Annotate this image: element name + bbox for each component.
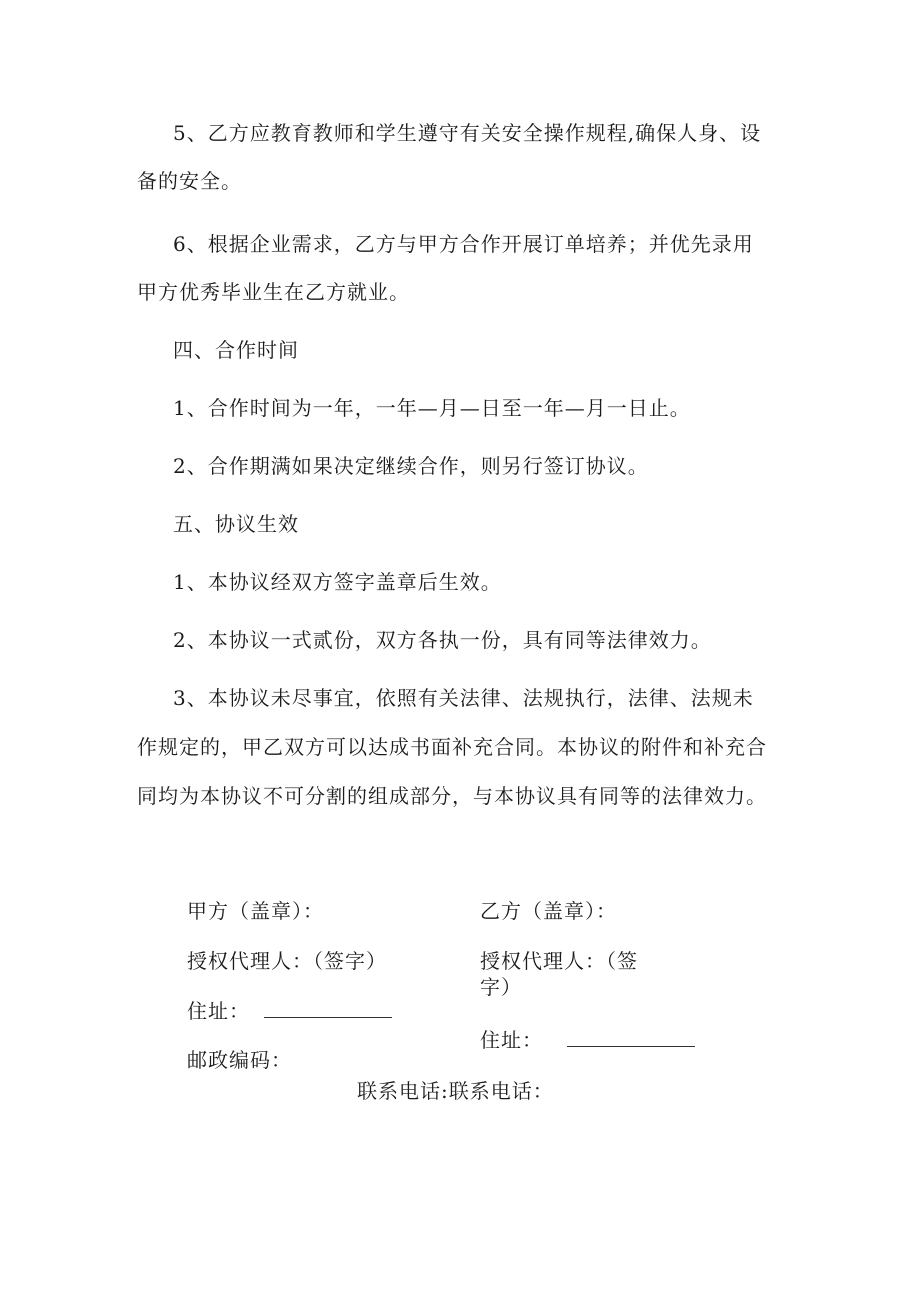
party-a-postcode: 邮政编码：: [187, 1048, 292, 1072]
party-b-address-blank: [567, 1028, 695, 1047]
clause-6-line-2: 甲方优秀毕业生在乙方就业。: [137, 280, 410, 304]
party-b-address-label: 住址：: [480, 1028, 543, 1052]
time-clause-1: 1、合作时间为一年，一年—月—日至一年—月一日止。: [173, 396, 691, 420]
clause-5-line-2: 备的安全。: [137, 169, 242, 193]
party-b-agent-line-1: 授权代理人：（签: [480, 949, 638, 973]
effect-clause-3-line-3: 同均为本协议不可分割的组成部分，与本协议具有同等的法律效力。: [137, 784, 767, 808]
section-heading-cooperation-time: 四、合作时间: [173, 338, 299, 362]
party-b-address: [480, 1027, 695, 1053]
party-a-agent: 授权代理人：（签字）: [187, 949, 387, 973]
party-a-seal: 甲方（盖章）：: [187, 899, 324, 923]
clause-6-line-1: 6、根据企业需求，乙方与甲方合作开展订单培养；并优先录用: [173, 232, 754, 256]
party-a-address: [187, 998, 392, 1024]
party-b-seal: 乙方（盖章）：: [480, 899, 617, 923]
party-a-address-label: 住址：: [187, 999, 250, 1023]
contact-phone-line: 联系电话:联系电话：: [357, 1079, 554, 1103]
time-clause-2: 2、合作期满如果决定继续合作，则另行签订协议。: [173, 454, 649, 478]
party-b-agent-line-2: 字）: [480, 975, 522, 999]
effect-clause-3-line-2: 作规定的，甲乙双方可以达成书面补充合同。本协议的附件和补充合: [137, 735, 767, 759]
section-heading-effectiveness: 五、协议生效: [173, 512, 299, 536]
effect-clause-1: 1、本协议经双方签字盖章后生效。: [173, 570, 502, 594]
clause-5-line-1: 5、乙方应教育教师和学生遵守有关安全操作规程,确保人身、设: [173, 121, 762, 145]
effect-clause-3-line-1: 3、本协议未尽事宜，依照有关法律、法规执行，法律、法规未: [173, 686, 754, 710]
effect-clause-2: 2、本协议一式贰份，双方各执一份，具有同等法律效力。: [173, 628, 712, 652]
party-a-address-blank: [264, 999, 392, 1018]
